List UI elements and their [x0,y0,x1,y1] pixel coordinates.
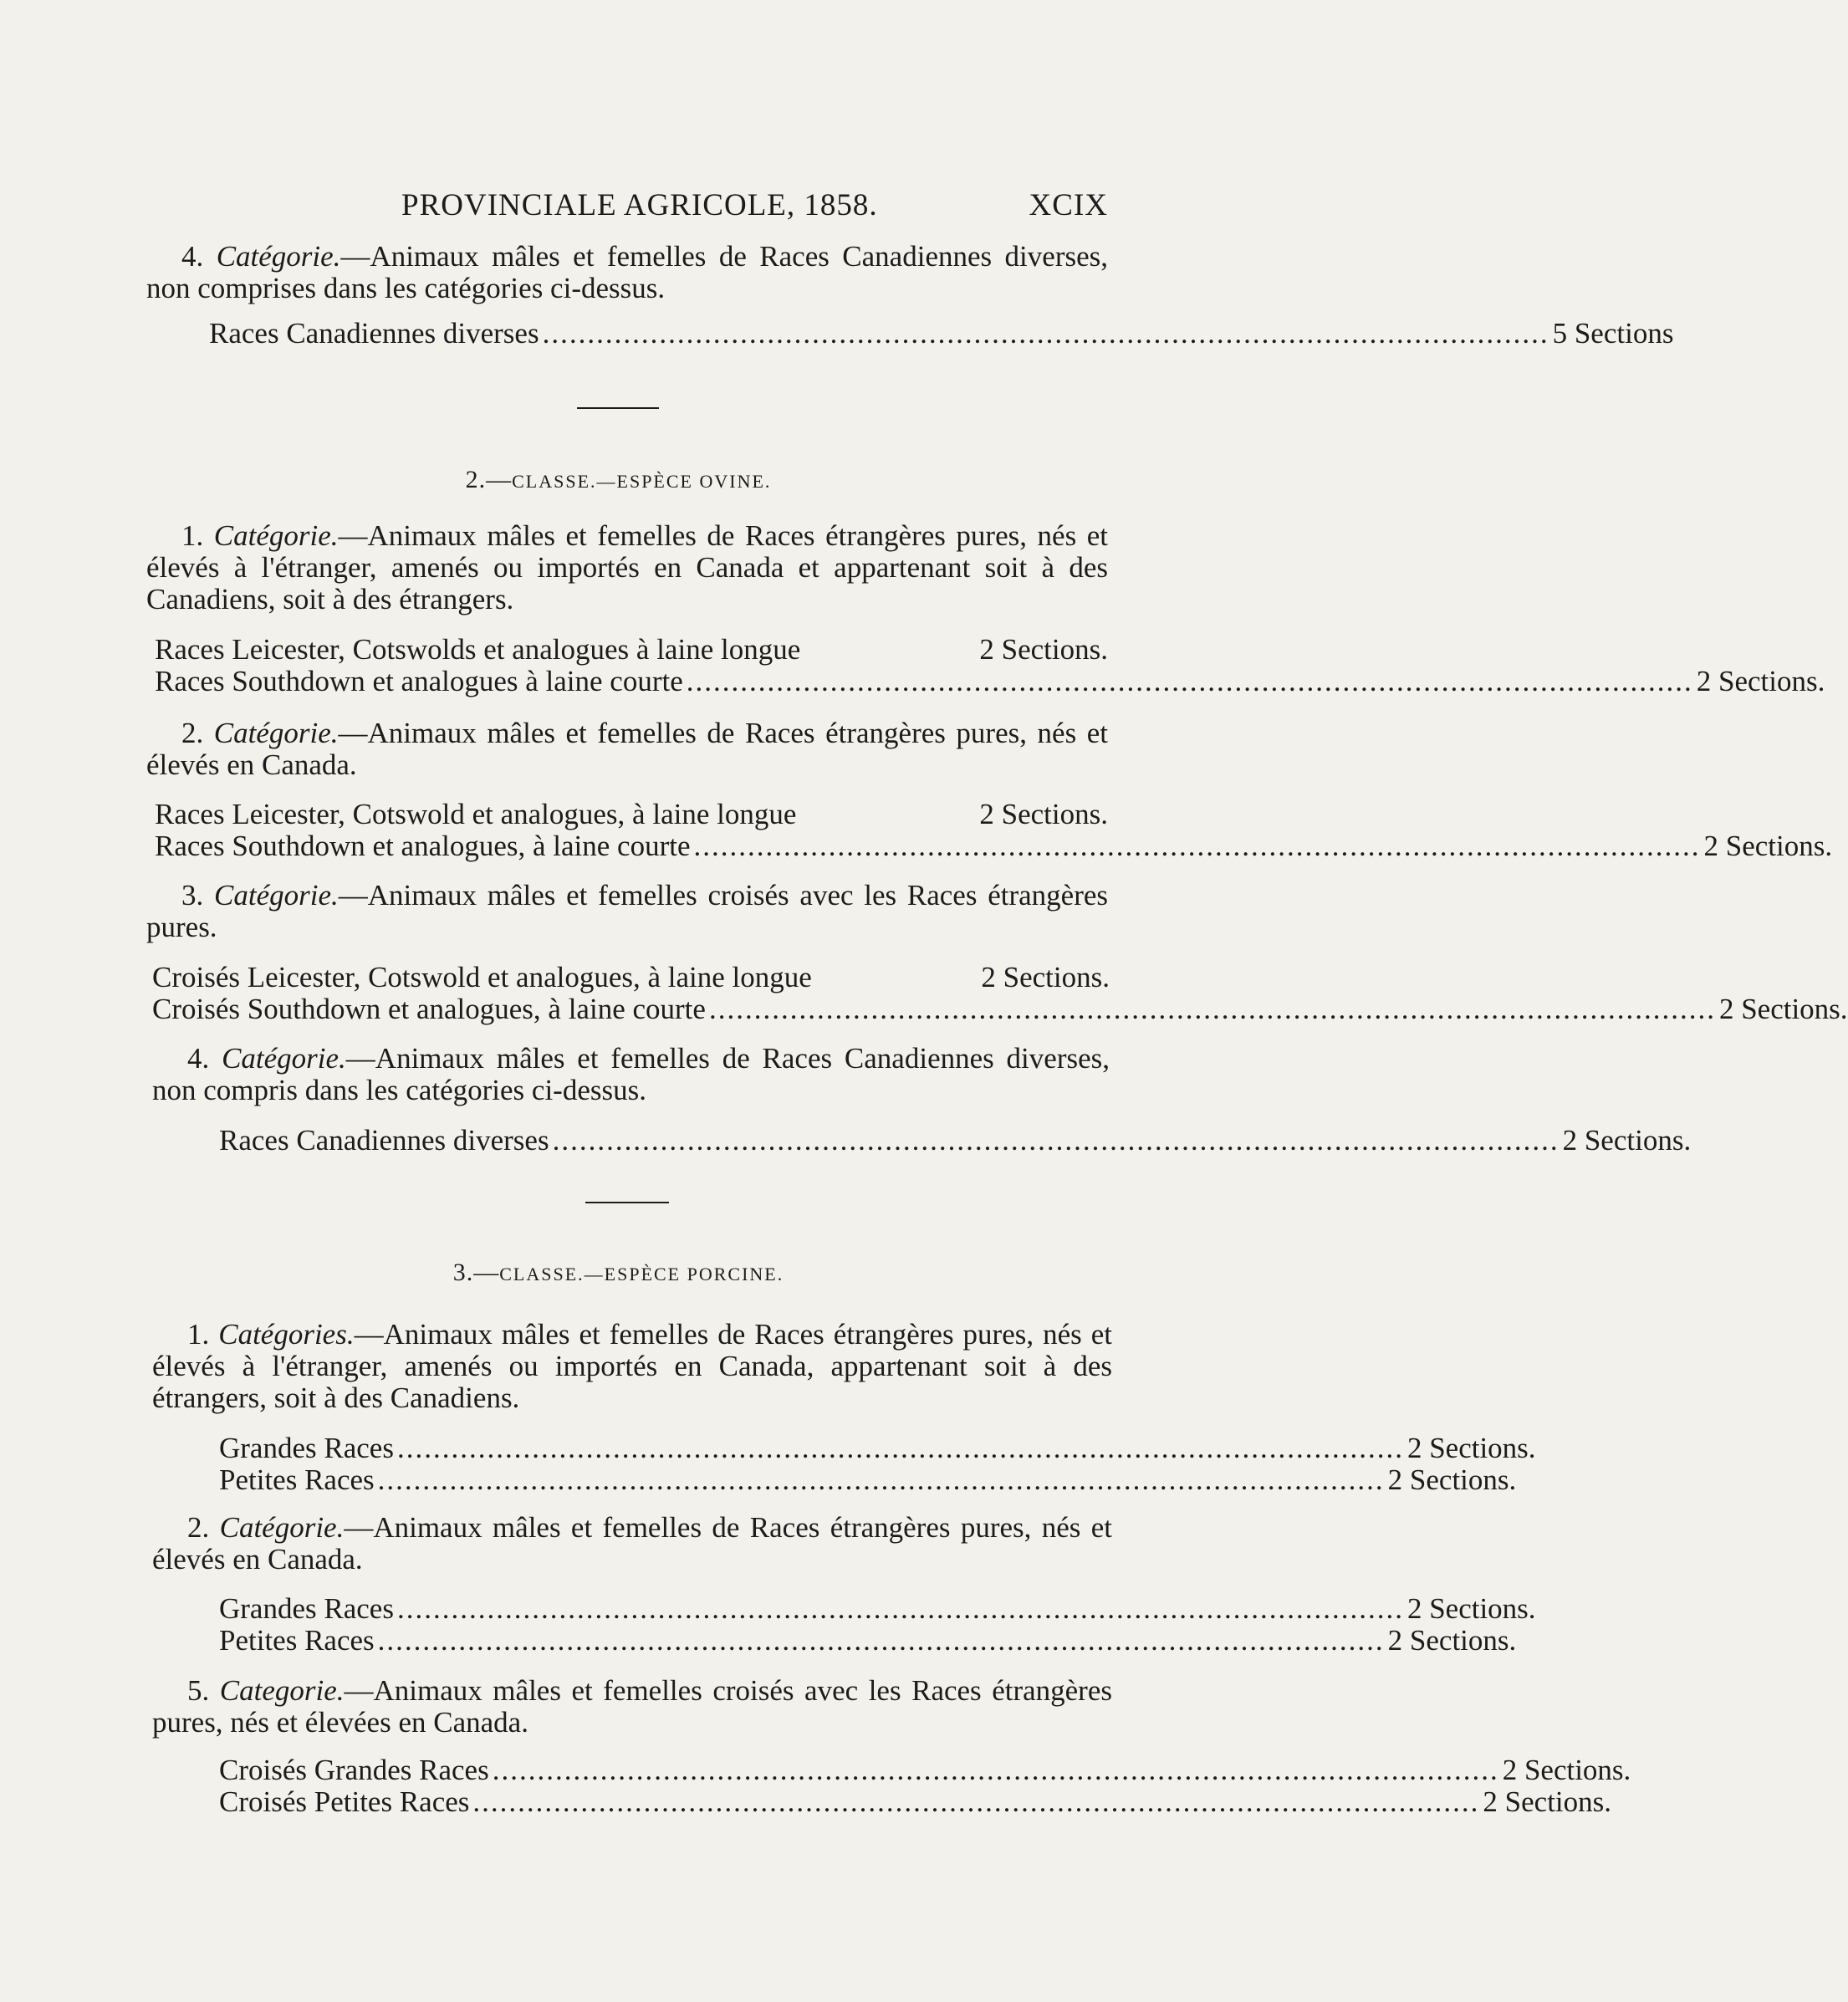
category-text: —Animaux mâles et femelles de Races étrangères pures, nés et élevés à l'étranger, amenés ou importés en Canada, appartenant soit à des étrangers, soit à des Canadiens. [152,1318,1112,1414]
leader-dots: ................................................................................................................ [396,1432,1404,1464]
ovine-category-3-rows [152,961,1848,1025]
row-label: Croisés Leicester, Cotswold et analogues, à laine longue [152,961,812,993]
row-sections: 2 Sections. [1406,1432,1536,1464]
row-sections: 2 Sections. [1387,1463,1517,1496]
category-number: 1. [181,519,204,552]
category-text: —Animaux mâles et femelles de Races Canadiennes diverses, non comprises dans les catégories ci-dessus. [146,240,1108,304]
class-species: —ESPÈCE OVINE. [596,471,772,492]
leader-dots: ................................................................................................................ [693,830,1701,862]
category-number: 2. [181,717,204,749]
class-word: CLASSE. [499,1264,585,1284]
row-label: Races Leicester, Cotswolds et analogues à laine longue [155,633,801,666]
section-row [155,665,1825,697]
category-text: —Animaux mâles et femelles de Races étrangères pures, nés et élevés en Canada. [152,1511,1112,1576]
row-label: Croisés Southdown et analogues, à laine courte [152,993,706,1025]
class-heading-ovine [0,466,1237,494]
running-title: PROVINCIALE AGRICOLE, 1858. [401,188,878,222]
category-number: 4. [187,1042,210,1075]
section-row [152,962,1110,993]
row-sections: 2 Sections. [981,961,1110,993]
ovine-category-4 [152,1043,1110,1106]
section-row [219,1463,1517,1496]
leader-dots: ................................................................................................................ [552,1124,1560,1157]
porcine-category-2 [152,1512,1112,1576]
row-sections: 2 Sections. [1718,993,1848,1025]
leader-dots: ................................................................................................................ [686,665,1693,697]
porcine-category-1-rows [219,1432,1536,1496]
category-text: —Animaux mâles et femelles de Races étrangères pures, nés et élevés à l'étranger, amenés ou importés en Canada et appartenant soit à des Canadiens, soit à des étrangers. [146,519,1108,615]
category-label: Catégorie. [216,240,341,273]
section-row [219,1624,1517,1657]
porcine-category-2-rows [219,1592,1536,1657]
leader-dots: ................................................................................................................ [377,1624,1385,1657]
section-row [155,799,1108,830]
row-label: Races Southdown et analogues à laine courte [155,665,683,697]
row-label: Races Southdown et analogues, à laine courte [155,830,691,862]
class-number: 2.— [465,466,513,493]
top-category-4 [146,241,1108,304]
porcine-category-5-rows [219,1754,1631,1818]
row-label: Petites Races [219,1624,375,1657]
leader-dots: ................................................................................................................ [377,1463,1385,1496]
category-paragraph [152,1319,1112,1414]
row-label: Races Canadiennes diverses [219,1124,549,1157]
row-sections: 2 Sections. [1696,665,1825,697]
section-row [155,830,1833,862]
class-species: —ESPÈCE PORCINE. [584,1264,784,1284]
row-label: Grandes Races [219,1592,394,1625]
section-row [219,1785,1612,1818]
category-paragraph [146,520,1108,615]
leader-dots: ................................................................................................................ [472,1785,1480,1818]
row-sections: 2 Sections. [1483,1785,1612,1818]
category-paragraph [152,1512,1112,1576]
leader-dots: ................................................................................................................ [396,1592,1404,1625]
row-label: Croisés Grandes Races [219,1754,489,1786]
category-paragraph [152,1043,1110,1106]
row-label: Petites Races [219,1463,375,1496]
section-row [209,317,1674,350]
category-paragraph [146,880,1108,943]
category-text: —Animaux mâles et femelles de Races Canadiennes diverses, non compris dans les catégories ci-dessus. [152,1042,1110,1106]
leader-dots: ................................................................................................................ [542,317,1549,350]
category-text: —Animaux mâles et femelles de Races étrangères pures, nés et élevés en Canada. [146,717,1108,781]
category-number: 5. [187,1674,210,1707]
class-word: CLASSE. [512,471,597,492]
category-text: —Animaux mâles et femelles croisés avec les Races étrangères pures, nés et élevées en Canada. [152,1674,1112,1739]
category-label: Catégorie. [213,717,339,749]
section-row [219,1432,1536,1464]
category-label: Catégorie. [213,519,339,552]
ovine-category-3 [146,880,1108,943]
category-number: 4. [181,240,204,273]
row-sections: 2 Sections. [979,633,1108,666]
row-sections: 2 Sections. [1502,1754,1631,1786]
section-rule [577,407,659,409]
row-label: Races Leicester, Cotswold et analogues, à laine longue [155,798,797,830]
category-label: Catégorie. [214,879,339,912]
category-label: Catégories. [218,1318,355,1351]
row-sections: 2 Sections. [979,798,1108,830]
running-head [401,187,1108,223]
category-number: 1. [187,1318,210,1351]
row-label: Croisés Petites Races [219,1785,470,1818]
ovine-category-1-rows [155,633,1825,697]
leader-dots: ................................................................................................................ [708,993,1716,1025]
section-rule [585,1202,669,1203]
section-row [152,993,1848,1025]
category-number: 3. [181,879,204,912]
ovine-category-4-rows [219,1124,1692,1157]
category-paragraph [146,718,1108,781]
row-sections: 2 Sections. [1703,830,1833,862]
section-row [219,1754,1631,1786]
category-number: 2. [187,1511,210,1544]
category-label: Catégorie. [222,1042,346,1075]
ovine-category-2 [146,718,1108,781]
page-folio: XCIX [1029,188,1108,222]
class-number: 3.— [452,1259,500,1286]
category-paragraph [152,1675,1112,1739]
top-category-4-rows [209,317,1674,350]
row-sections: 2 Sections. [1406,1592,1536,1625]
class-heading-porcine [0,1259,1237,1287]
ovine-category-2-rows [155,798,1833,862]
porcine-category-5 [152,1675,1112,1739]
leader-dots: ................................................................................................................ [492,1754,1499,1786]
row-sections: 2 Sections. [1562,1124,1692,1157]
row-label: Grandes Races [219,1432,394,1464]
section-row [155,634,1108,666]
section-row [219,1124,1692,1157]
row-sections: 2 Sections. [1387,1624,1517,1657]
category-label: Catégorie. [219,1511,345,1544]
category-label: Categorie. [219,1674,345,1707]
row-sections: 5 Sections [1552,317,1674,350]
ovine-category-1 [146,520,1108,615]
category-paragraph [146,241,1108,304]
category-text: —Animaux mâles et femelles croisés avec les Races étrangères pures. [146,879,1109,943]
section-row [219,1592,1536,1625]
porcine-category-1 [152,1319,1112,1414]
row-label: Races Canadiennes diverses [209,317,539,350]
